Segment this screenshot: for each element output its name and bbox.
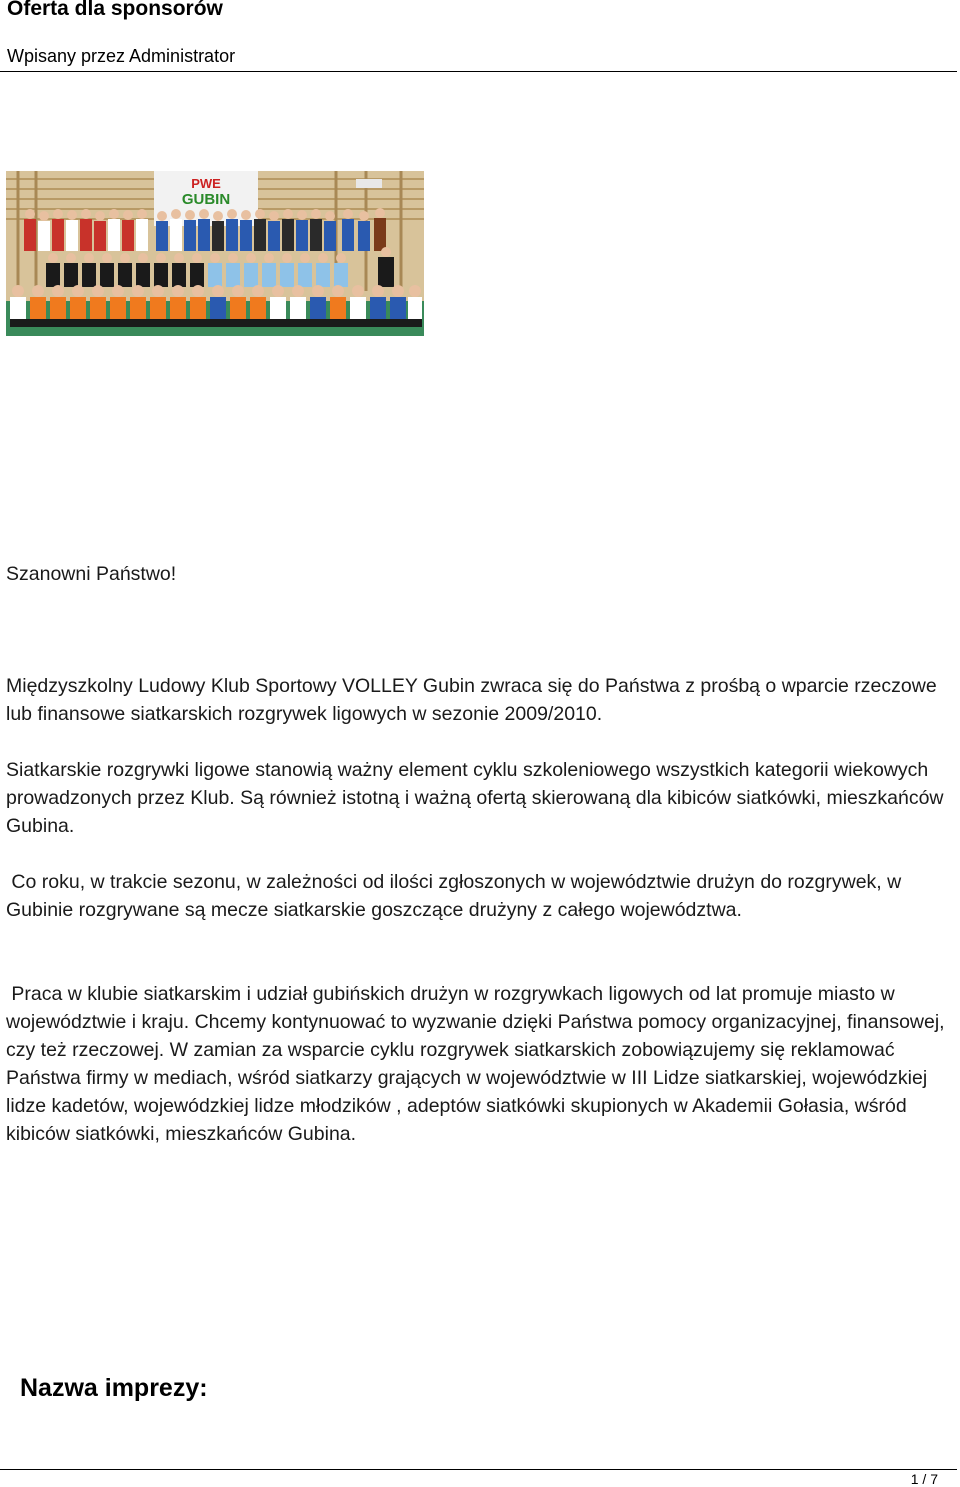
section-heading: Nazwa imprezy: bbox=[20, 1374, 208, 1402]
svg-text:PWE: PWE bbox=[191, 176, 221, 191]
paragraph-3: Co roku, w trakcie sezonu, w zależności od ilości zgłoszonych w województwie drużyn do rozgrywek, w Gubinie rozgrywane są mecze siatkarskie goszczące drużyny z całego województwa. bbox=[6, 871, 907, 921]
greeting: Szanowni Państwo! bbox=[6, 563, 177, 585]
page-title: Oferta dla sponsorów bbox=[7, 0, 223, 20]
author-line: Wpisany przez Administrator bbox=[7, 46, 236, 66]
paragraph-4: Praca w klubie siatkarskim i udział gubińskich drużyn w rozgrywkach ligowych od lat promuje miasto w województwie i kraju. Chcemy kontynuować to wyzwanie dzięki Państwa pomocy organizacyjnej, finansowej, czy też rzeczowej. W zamian za wsparcie cyklu rozgrywek siatkarskich zobowiązujemy się reklamować Państwa firmy w mediach, wśród siatkarzy grających w województwie w III Lidze siatkarskiej, wojewódzkiej lidze kadetów, wojewódzkiej lidze młodzików , adeptów siatkówki skupionych w Akademii Gołasia, wśród kibiców siatkówki, mieszkańców Gubina. bbox=[6, 983, 951, 1145]
page-number: 1 / 7 bbox=[910, 1471, 938, 1487]
footer-divider bbox=[0, 1469, 957, 1470]
team-photo bbox=[6, 171, 424, 336]
paragraph-1: Międzyszkolny Ludowy Klub Sportowy VOLLEY Gubin zwraca się do Państwa z prośbą o wparcie rzeczowe lub finansowe siatkarskich rozgrywek ligowych w sezonie 2009/2010. bbox=[6, 675, 937, 725]
svg-text:GUBIN: GUBIN bbox=[181, 191, 231, 208]
header-divider bbox=[0, 71, 957, 72]
paragraph-2: Siatkarskie rozgrywki ligowe stanowią ważny element cyklu szkoleniowego wszystkich kategorii wiekowych prowadzonych przez Klub. Są również istotną i ważną ofertą skierowaną dla kibiców siatkówki, mieszkańców Gubina. bbox=[6, 759, 944, 837]
